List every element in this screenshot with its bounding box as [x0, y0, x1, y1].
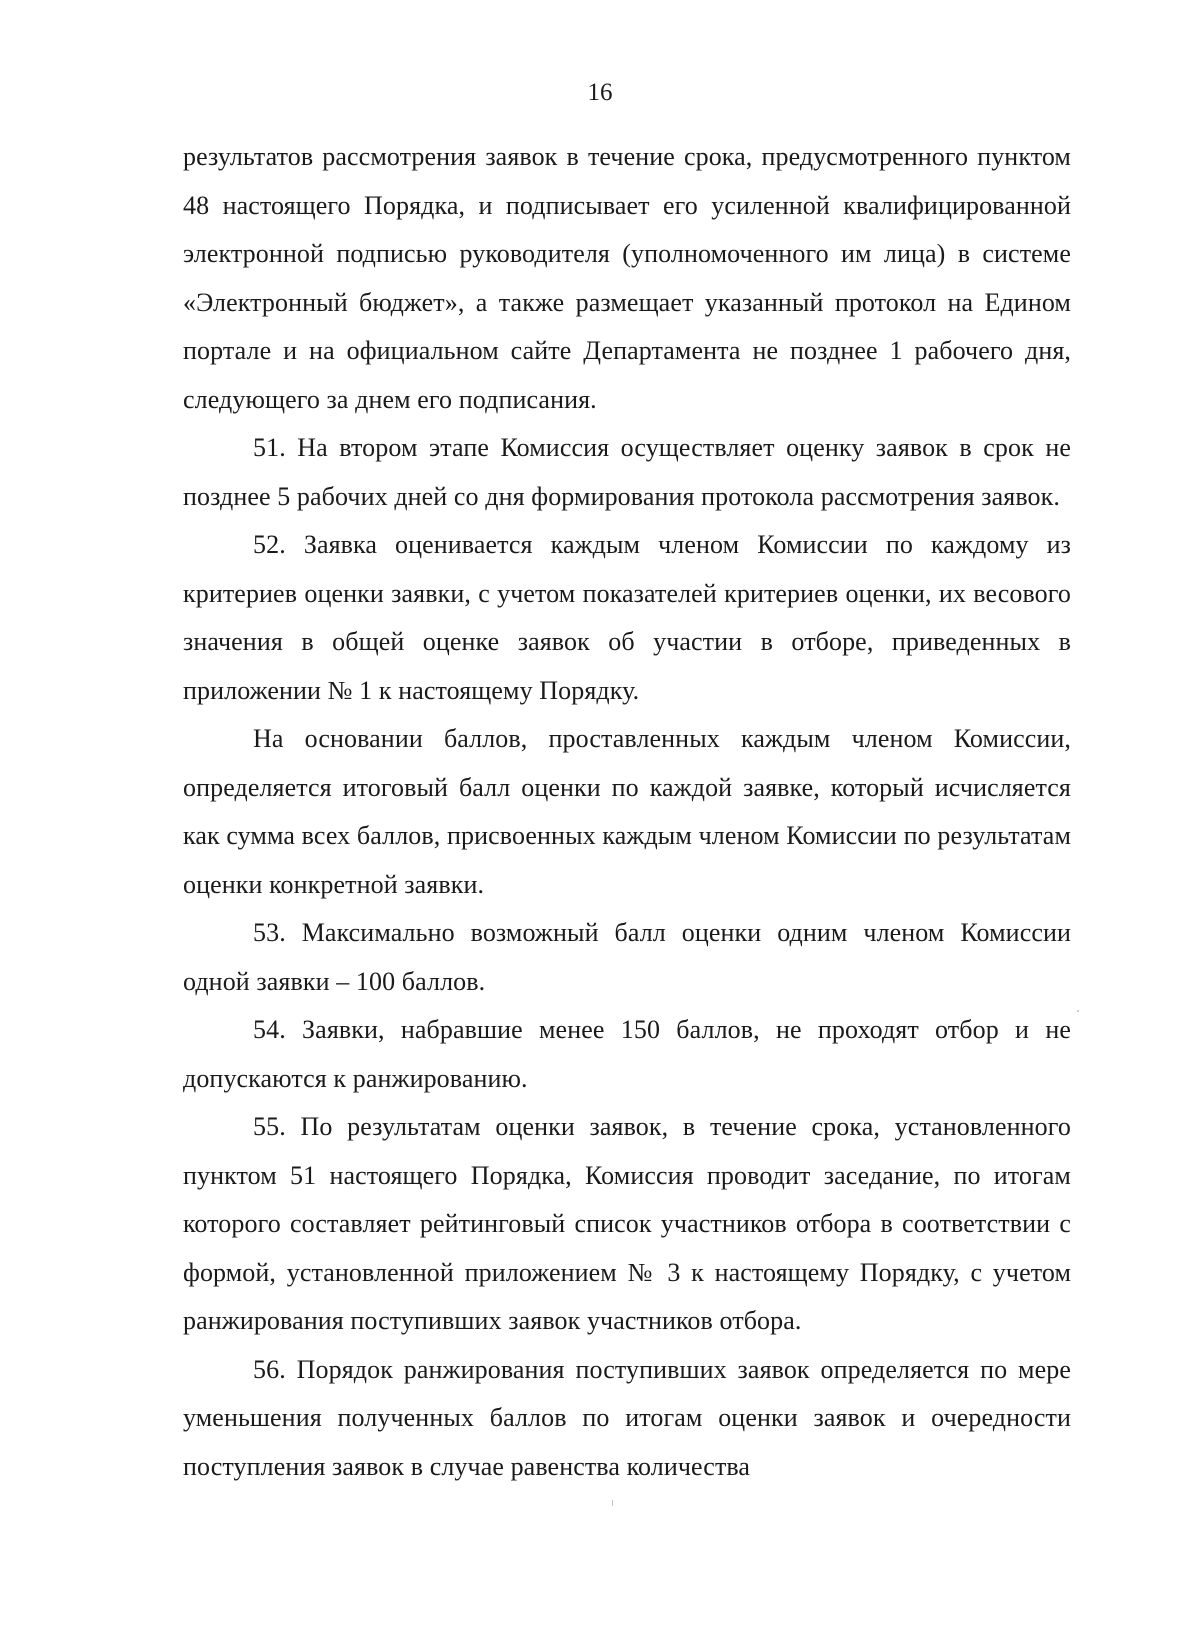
paragraph-item-56: 56. Порядок ранжирования поступивших заявок определяется по мере уменьшения полученных баллов по итогам оценки заявок и очередности поступления заявок в случае равенства количества — [183, 1354, 1071, 1481]
paragraph-continuation: результатов рассмотрения заявок в течение срока, предусмотренного пунктом 48 настоящего Порядка, и подписывает его усиленной квалифицированной электронной подписью руководителя (уполномоченного им лица) в системе «Электронный бюджет», а также размещает указанный протокол на Едином портале и на официальном сайте Департамента не позднее 1 рабочего дня, следующего за днем его подписания. — [183, 142, 1071, 414]
paragraph-item-52-scoring: На основании баллов, проставленных каждым членом Комиссии, определяется итоговый балл оценки по каждой заявке, который исчисляется как сумма всех баллов, присвоенных каждым членом Комиссии по результатам оценки конкретной заявки. — [183, 724, 1071, 899]
paragraph-item-53: 53. Максимально возможный балл оценки одним членом Комиссии одной заявки – 100 баллов. — [183, 918, 1071, 996]
document-body — [183, 133, 1071, 1491]
paragraph-item-54: 54. Заявки, набравшие менее 150 баллов, не проходят отбор и не допускаются к ранжированию. — [183, 1015, 1071, 1093]
paragraph-item-52: 52. Заявка оценивается каждым членом Комиссии по каждому из критериев оценки заявки, с учетом показателей критериев оценки, их весового значения в общей оценке заявок об участии в отборе, приведенных в приложении № 1 к настоящему Порядку. — [183, 530, 1071, 705]
paragraph-item-55: 55. По результатам оценки заявок, в течение срока, установленного пунктом 51 настоящего Порядка, Комиссия проводит заседание, по итогам которого составляет рейтинговый список участников отбора в соответствии с формой, установленной приложением № 3 к настоящему Порядку, с учетом ранжирования поступивших заявок участников отбора. — [183, 1112, 1071, 1335]
scan-speck — [1077, 1010, 1079, 1012]
paragraph-item-51: 51. На втором этапе Комиссия осуществляет оценку заявок в срок не позднее 5 рабочих дней со дня формирования протокола рассмотрения заявок. — [183, 433, 1071, 511]
scan-speck — [612, 1500, 613, 1506]
page-number: 16 — [587, 79, 613, 106]
